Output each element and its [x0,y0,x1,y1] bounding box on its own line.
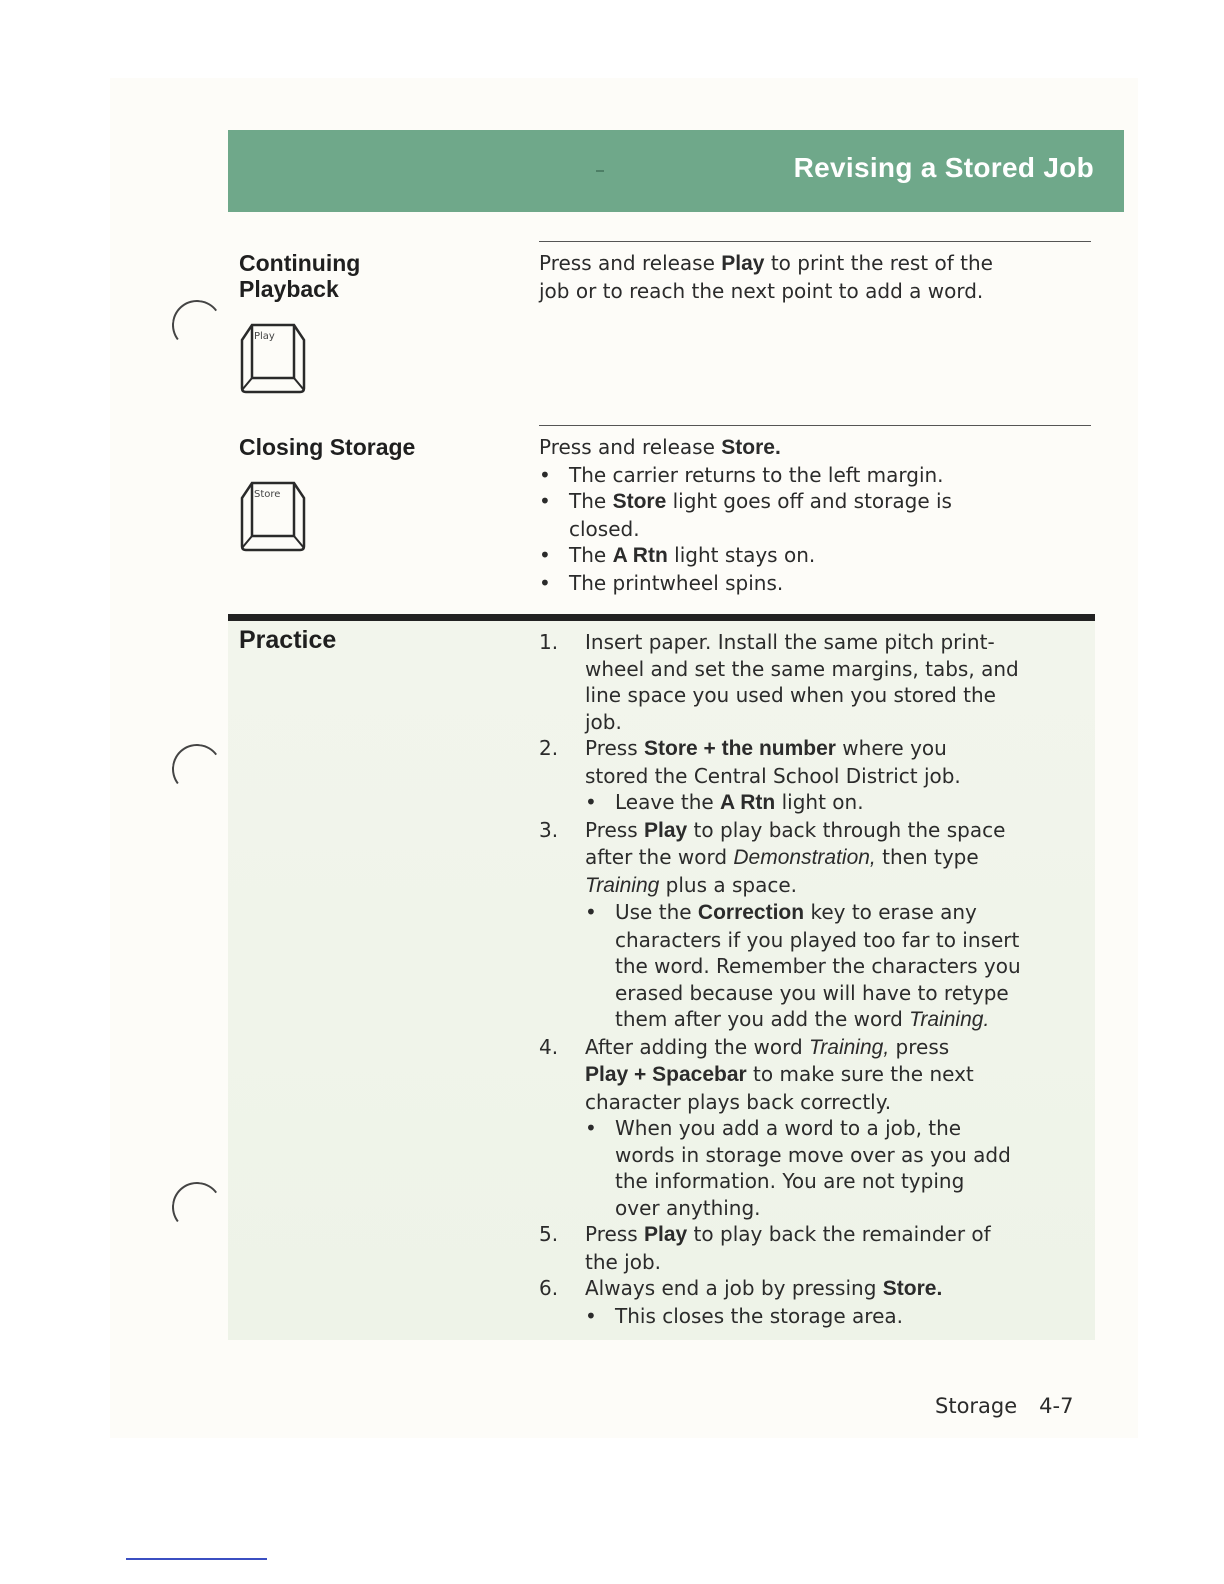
sub-bullet [585,1303,1099,1330]
step-line: them after you add the word Training. [615,1007,990,1031]
step-line: over anything. [615,1195,761,1220]
step-item [539,817,1099,1034]
header-band [228,130,1124,212]
page-number: 4-7 [1039,1394,1074,1418]
step-line: wheel and set the same margins, tabs, and [585,656,1019,681]
closing-text [539,434,1099,596]
section-rule-continuing [539,241,1091,242]
step-line: Press Store + the number where you [585,736,947,760]
step-number: 1. [539,630,559,654]
bullet-item: • The Store light goes off and storage is closed. [539,488,1099,542]
step-line: • This closes the storage area. [615,1303,903,1328]
heading-continuing-playback: Continuing Playback [239,250,361,302]
text-line: Press and release Store. [539,435,781,459]
step-line: • When you add a word to a job, the [615,1116,962,1140]
step-line: After adding the word Training, press [585,1034,950,1059]
section-rule-closing [539,425,1091,426]
step-number: 3. [539,817,559,842]
text-line: job or to reach the next point to add a word. [539,278,984,303]
heading-practice: Practice [239,626,337,654]
step-line: after the word Demonstration, then type [585,845,979,869]
step-line: line space you used when you stored the [585,683,996,707]
step-number: 2. [539,736,559,760]
step-line: • Use the Correction key to erase any [615,900,977,924]
text-line: Press and release Play to print the rest of the [539,251,993,275]
sub-bullet [585,789,1099,817]
footer-section: Storage [935,1394,1018,1418]
step-number: 4. [539,1034,559,1059]
step-line: job. [585,709,622,734]
step-item [539,1275,1099,1329]
step-line: Training plus a space. [585,872,798,897]
continuing-text [539,250,1099,304]
step-number: 5. [539,1222,559,1246]
step-line: erased because you will have to retype [615,980,1009,1005]
step-line: the job. [585,1249,662,1274]
step-item [539,1221,1099,1275]
play-key-icon [238,322,308,394]
header-mark [596,170,604,172]
page-title: Revising a Stored Job [793,152,1094,183]
sub-bullet [585,899,1099,1034]
bullet-item: • The A Rtn light stays on. [539,542,1099,570]
step-line: characters if you played too far to insert [615,927,1020,952]
step-item [539,735,1099,817]
heading-closing-storage: Closing Storage [239,434,416,460]
bullet-item: • The carrier returns to the left margin. [539,462,1099,489]
step-line: • Leave the A Rtn light on. [615,790,864,814]
step-item [539,1034,1099,1222]
step-number: 6. [539,1276,559,1300]
scan-edge-line [126,1558,267,1560]
step-line: Always end a job by pressing Store. [585,1276,943,1300]
step-line: character plays back correctly. [585,1089,892,1114]
step-line: Press Play to play back the remainder of [585,1222,991,1246]
step-line: the information. You are not typing [615,1169,965,1193]
step-line: the word. Remember the characters you [615,954,1021,978]
play-key-label: Play [254,331,275,342]
step-line: Play + Spacebar to make sure the next [585,1062,974,1086]
practice-steps [539,629,1099,1329]
sub-bullet [585,1115,1099,1221]
step-line: stored the Central School District job. [585,763,961,788]
store-key-icon [238,480,308,552]
step-line: words in storage move over as you add [615,1142,1011,1167]
store-key-label: Store [254,489,281,500]
step-line: Press Play to play back through the space [585,817,1006,842]
practice-divider [228,614,1095,621]
step-line: Insert paper. Install the same pitch print- [585,630,995,654]
bullet-item: • The printwheel spins. [539,570,1099,597]
step-item [539,629,1099,735]
page-footer [935,1394,1073,1418]
